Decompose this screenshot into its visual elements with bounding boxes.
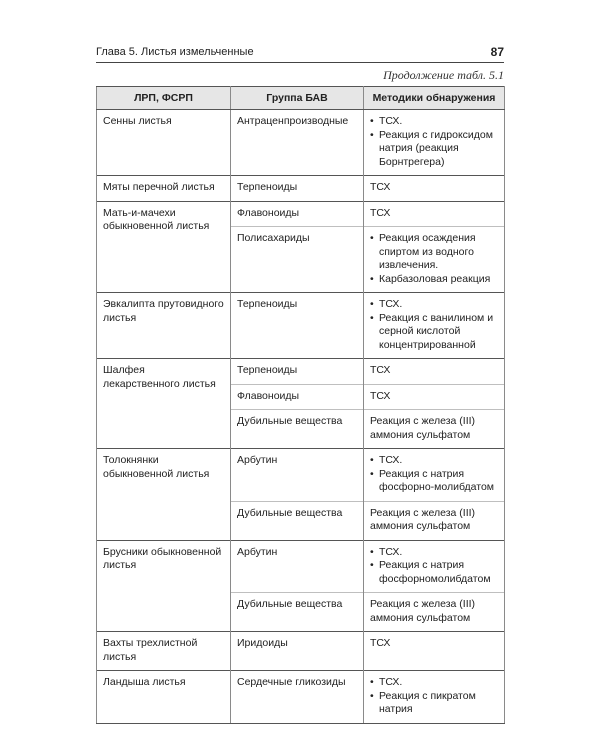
material-cell: Вахты трехлистной листья (97, 632, 231, 671)
table-row (97, 176, 505, 202)
bav-group-cell: Флавоноиды (231, 384, 364, 410)
method-item: • Реакция с ванилином и серной кислотой концентрированной (370, 312, 498, 353)
page-number: 87 (490, 45, 504, 59)
bav-group-cell: Полисахариды (231, 227, 364, 293)
table-row (97, 201, 505, 227)
method-cell (364, 632, 505, 671)
table-row (97, 449, 505, 502)
method-cell (364, 227, 505, 293)
table-header-row (97, 87, 505, 110)
method-cell (364, 671, 505, 724)
method-item: • Реакция с гидроксидом натрия (реакция Борнтрегера) (370, 129, 498, 170)
material-cell: Шалфея лекарственного листья (97, 359, 231, 449)
method-item: • Реакция с натрия фосфорно-молибдатом (370, 468, 498, 495)
bav-group-cell: Терпеноиды (231, 359, 364, 385)
method-item: • Реакция с пикратом натрия (370, 690, 498, 717)
running-header (96, 44, 504, 63)
bav-group-cell: Иридоиды (231, 632, 364, 671)
table-row (97, 671, 505, 724)
method-cell (364, 201, 505, 227)
bav-group-cell: Дубильные вещества (231, 593, 364, 632)
column-header-material: ЛРП, ФСРП (97, 87, 231, 110)
material-cell: Мать-и-мачехи обыкновенной листья (97, 201, 231, 293)
table-row (97, 293, 505, 359)
method-item: • Реакция осаждения спиртом из водного извлечения. (370, 232, 498, 273)
bav-group-cell: Терпеноиды (231, 293, 364, 359)
material-cell: Эвкалипта прутовидного листья (97, 293, 231, 359)
method-item: ТСХ (370, 364, 391, 376)
method-cell (364, 359, 505, 385)
table-row (97, 540, 505, 593)
method-item: • ТСХ. (370, 546, 498, 560)
material-cell: Ландыша листья (97, 671, 231, 724)
material-cell: Толокнянки обыкновенной листья (97, 449, 231, 541)
bav-group-cell: Сердечные гликозиды (231, 671, 364, 724)
method-item: Реакция с железа (III) аммония сульфатом (370, 506, 476, 532)
method-item: ТСХ (370, 637, 391, 649)
method-item: • Карбазоловая реакция (370, 273, 498, 287)
method-cell (364, 384, 505, 410)
method-cell (364, 501, 505, 540)
method-cell (364, 176, 505, 202)
table-body (97, 110, 505, 724)
bav-group-cell: Терпеноиды (231, 176, 364, 202)
bav-group-cell: Дубильные вещества (231, 501, 364, 540)
bav-group-cell: Флавоноиды (231, 201, 364, 227)
method-cell (364, 410, 505, 449)
method-cell (364, 540, 505, 593)
method-item: • ТСХ. (370, 676, 498, 690)
method-item: ТСХ (370, 389, 391, 402)
column-header-method: Методики обнаружения (364, 87, 505, 110)
method-item: Реакция с железа (III) аммония сульфатом (370, 598, 476, 624)
method-item: ТСХ (370, 206, 391, 219)
bav-group-cell: Арбутин (231, 449, 364, 502)
material-cell: Мяты перечной листья (97, 176, 231, 202)
table-row (97, 110, 505, 176)
method-item: • ТСХ. (370, 298, 498, 312)
method-cell (364, 449, 505, 502)
method-cell (364, 110, 505, 176)
column-header-group: Группа БАВ (231, 87, 364, 110)
bav-group-cell: Арбутин (231, 540, 364, 593)
method-item: • Реакция с натрия фосфорномолибдатом (370, 559, 498, 586)
method-item: • ТСХ. (370, 454, 498, 468)
table-row (97, 359, 505, 385)
method-cell (364, 593, 505, 632)
method-cell (364, 293, 505, 359)
running-title: Глава 5. Листья измельченные (96, 46, 254, 58)
bav-group-cell: Антраценпроизводные (231, 110, 364, 176)
table-caption: Продолжение табл. 5.1 (383, 68, 504, 82)
method-item: Реакция с железа (III) аммония сульфатом (370, 415, 476, 441)
table-row (97, 632, 505, 671)
material-cell: Сенны листья (97, 110, 231, 176)
detection-methods-table (96, 86, 505, 724)
material-cell: Брусники обыкновенной листья (97, 540, 231, 632)
method-item: • ТСХ. (370, 115, 498, 129)
bav-group-cell: Дубильные вещества (231, 410, 364, 449)
method-item: ТСХ (370, 181, 391, 193)
